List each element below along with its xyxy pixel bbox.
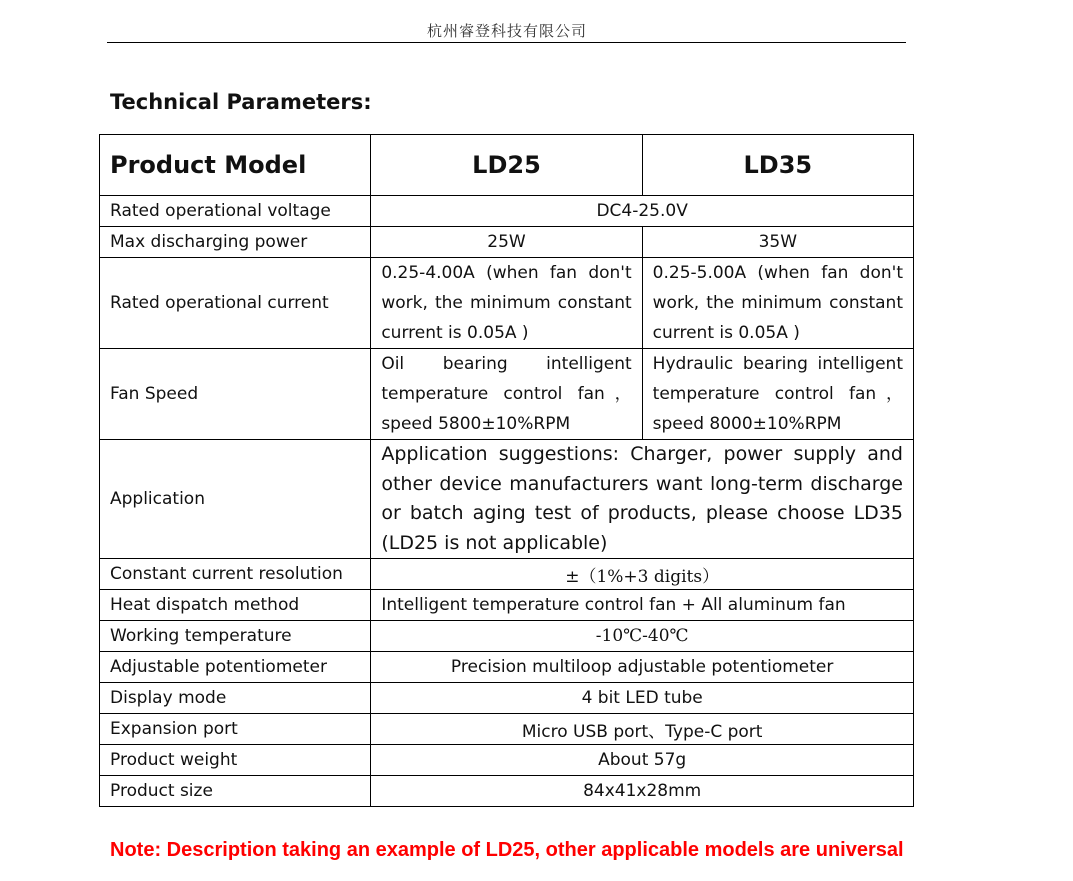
row-label: Max discharging power	[100, 227, 371, 258]
row-label: Fan Speed	[100, 349, 371, 440]
model-ld25-header: LD25	[371, 135, 642, 196]
application-value: Application suggestions: Charger, power supply and other device manufacturers want long-term discharge or batch aging test of products, please choose LD35 (LD25 is not applicable)	[371, 440, 914, 559]
row-label: Product weight	[100, 745, 371, 776]
display-mode-value: 4 bit LED tube	[371, 683, 914, 714]
page-header-company: 杭州睿登科技有限公司	[426, 22, 587, 40]
potentiometer-value: Precision multiloop adjustable potentiometer	[371, 652, 914, 683]
current-ld25-value: 0.25-4.00A (when fan don't work, the minimum constant current is 0.05A )	[371, 258, 642, 349]
fan-ld25-value: Oil bearing intelligent temperature control fan，speed 5800±10%RPM	[371, 349, 642, 440]
table-row	[100, 714, 914, 745]
row-label: Constant current resolution	[100, 559, 371, 590]
table-row	[100, 776, 914, 807]
power-ld35-value: 35W	[642, 227, 913, 258]
table-row	[100, 745, 914, 776]
product-model-label: Product Model	[100, 135, 371, 196]
table-row	[100, 590, 914, 621]
row-label: Heat dispatch method	[100, 590, 371, 621]
row-label: Working temperature	[100, 621, 371, 652]
resolution-value: ±（1%+3 digits）	[371, 559, 914, 590]
table-row	[100, 440, 914, 559]
expansion-port-value: Micro USB port、Type-C port	[371, 714, 914, 745]
table-row	[100, 621, 914, 652]
technical-parameters-table	[99, 134, 914, 807]
heat-value: Intelligent temperature control fan + All aluminum fan	[371, 590, 914, 621]
header-divider	[107, 42, 906, 43]
fan-ld35-value: Hydraulic bearing intelligent temperature control fan，speed 8000±10%RPM	[642, 349, 913, 440]
table-row	[100, 196, 914, 227]
weight-value: About 57g	[371, 745, 914, 776]
model-ld35-header: LD35	[642, 135, 913, 196]
table-row	[100, 559, 914, 590]
table-row	[100, 258, 914, 349]
size-value: 84x41x28mm	[371, 776, 914, 807]
row-label: Application	[100, 440, 371, 559]
temperature-value: -10℃-40℃	[371, 621, 914, 652]
voltage-value: DC4-25.0V	[371, 196, 914, 227]
row-label: Expansion port	[100, 714, 371, 745]
note-text: Note: Description taking an example of LD25, other applicable models are universal	[110, 839, 904, 861]
table-row	[100, 227, 914, 258]
table-row	[100, 349, 914, 440]
row-label: Product size	[100, 776, 371, 807]
power-ld25-value: 25W	[371, 227, 642, 258]
row-label: Display mode	[100, 683, 371, 714]
table-row	[100, 652, 914, 683]
table-header-row	[100, 135, 914, 196]
row-label: Adjustable potentiometer	[100, 652, 371, 683]
row-label: Rated operational current	[100, 258, 371, 349]
section-title: Technical Parameters:	[110, 90, 372, 114]
current-ld35-value: 0.25-5.00A (when fan don't work, the minimum constant current is 0.05A )	[642, 258, 913, 349]
row-label: Rated operational voltage	[100, 196, 371, 227]
table-row	[100, 683, 914, 714]
